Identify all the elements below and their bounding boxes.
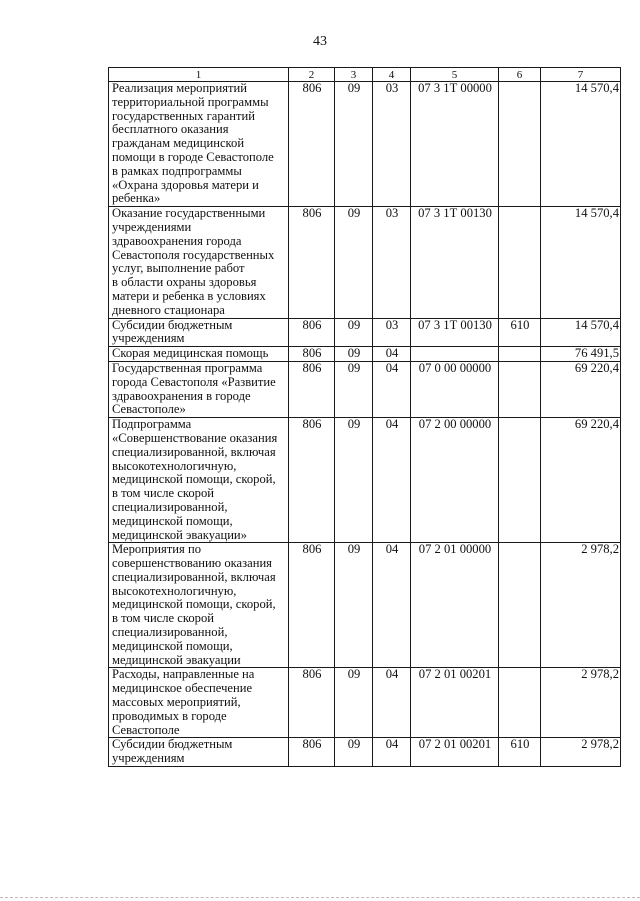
expense-type-cell [499, 361, 541, 417]
row-name-line: «Совершенствование оказания [112, 430, 278, 445]
row-name-cell [109, 207, 289, 318]
ministry-code-cell: 806 [289, 82, 335, 207]
header-col-2: 2 [289, 68, 335, 82]
row-name-line: специализированной, включая [112, 569, 276, 584]
budget-table [108, 67, 621, 767]
row-name-line: гражданам медицинской [112, 136, 245, 151]
table-row [109, 361, 621, 417]
row-name-line: дневного стационара [112, 302, 225, 317]
header-col-5: 5 [411, 68, 499, 82]
target-article-cell: 07 0 00 00000 [411, 361, 499, 417]
row-name-cell [109, 543, 289, 668]
row-name-line: Оказание государственными [112, 206, 266, 221]
target-article-cell: 07 2 01 00000 [411, 543, 499, 668]
subsection-code-cell: 04 [373, 668, 411, 738]
row-name-cell [109, 738, 289, 767]
amount-cell: 69 220,4 [541, 361, 621, 417]
page-bottom-rule [0, 897, 640, 898]
row-name-line: проводимых в городе [112, 708, 227, 723]
ministry-code-cell: 806 [289, 207, 335, 318]
ministry-code-cell: 806 [289, 543, 335, 668]
budget-table-container [108, 67, 620, 767]
ministry-code-cell: 806 [289, 347, 335, 362]
section-code-cell: 09 [335, 418, 373, 543]
subsection-code-cell: 03 [373, 207, 411, 318]
expense-type-cell [499, 207, 541, 318]
row-name-line: Мероприятия по [112, 542, 202, 557]
table-row [109, 543, 621, 668]
amount-cell: 14 570,4 [541, 82, 621, 207]
row-name-line: услуг, выполнение работ [112, 261, 245, 276]
amount-cell: 14 570,4 [541, 318, 621, 347]
row-name-line: Севастополе [112, 722, 180, 737]
row-name-line: медицинской помощи, [112, 638, 233, 653]
row-name-line: Расходы, направленные на [112, 667, 255, 682]
table-body [109, 82, 621, 767]
expense-type-cell [499, 82, 541, 207]
row-name-line: государственных гарантий [112, 108, 255, 123]
row-name-line: специализированной, включая [112, 444, 276, 459]
header-col-4: 4 [373, 68, 411, 82]
amount-cell: 14 570,4 [541, 207, 621, 318]
target-article-cell: 07 2 00 00000 [411, 418, 499, 543]
expense-type-cell [499, 347, 541, 362]
subsection-code-cell: 04 [373, 361, 411, 417]
header-col-3: 3 [335, 68, 373, 82]
row-name-line: Подпрограмма [112, 417, 192, 432]
expense-type-cell [499, 418, 541, 543]
table-row [109, 418, 621, 543]
ministry-code-cell: 806 [289, 318, 335, 347]
row-name-cell [109, 318, 289, 347]
subsection-code-cell: 04 [373, 543, 411, 668]
row-name-line: высокотехнологичную, [112, 583, 237, 598]
table-row [109, 668, 621, 738]
page-number: 43 [313, 34, 327, 49]
section-code-cell: 09 [335, 738, 373, 767]
header-col-6: 6 [499, 68, 541, 82]
subsection-code-cell: 03 [373, 82, 411, 207]
row-name-line: совершенствованию оказания [112, 556, 272, 571]
ministry-code-cell: 806 [289, 668, 335, 738]
row-name-line: учреждениями [112, 219, 192, 234]
row-name-line: города Севастополя «Развитие [112, 374, 276, 389]
section-code-cell: 09 [335, 543, 373, 668]
header-col-1: 1 [109, 68, 289, 82]
row-name-line: Скорая медицинская помощь [112, 346, 269, 361]
expense-type-cell [499, 668, 541, 738]
table-row [109, 738, 621, 767]
row-name-line: медицинской помощи, скорой, [112, 472, 276, 487]
expense-type-cell: 610 [499, 738, 541, 767]
header-col-7: 7 [541, 68, 621, 82]
amount-cell: 2 978,2 [541, 543, 621, 668]
row-name-line: специализированной, [112, 625, 228, 640]
row-name-cell [109, 347, 289, 362]
row-name-line: территориальной программы [112, 94, 269, 109]
row-name-line: матери и ребенка в условиях [112, 288, 266, 303]
header-row [109, 68, 621, 82]
row-name-line: Субсидии бюджетным [112, 318, 233, 332]
row-name-line: медицинское обеспечение [112, 681, 253, 696]
row-name-line: учреждениям [112, 751, 185, 766]
subsection-code-cell: 04 [373, 418, 411, 543]
target-article-cell: 07 3 1Т 00130 [411, 318, 499, 347]
amount-cell: 2 978,2 [541, 738, 621, 767]
row-name-line: учреждениям [112, 331, 185, 346]
row-name-line: медицинской помощи, скорой, [112, 597, 276, 612]
table-row [109, 347, 621, 362]
ministry-code-cell: 806 [289, 418, 335, 543]
target-article-cell: 07 3 1Т 00130 [411, 207, 499, 318]
amount-cell: 76 491,5 [541, 347, 621, 362]
row-name-line: здравоохранения в городе [112, 388, 251, 403]
row-name-line: в том числе скорой [112, 486, 214, 501]
row-name-line: медицинской помощи, [112, 513, 233, 528]
target-article-cell: 07 3 1Т 00000 [411, 82, 499, 207]
table-row [109, 82, 621, 207]
section-code-cell: 09 [335, 207, 373, 318]
target-article-cell [411, 347, 499, 362]
table-row [109, 207, 621, 318]
section-code-cell: 09 [335, 318, 373, 347]
row-name-line: Севастополе» [112, 402, 186, 417]
ministry-code-cell: 806 [289, 361, 335, 417]
subsection-code-cell: 04 [373, 738, 411, 767]
row-name-line: медицинской эвакуации [112, 652, 241, 667]
subsection-code-cell: 04 [373, 347, 411, 362]
row-name-line: в рамках подпрограммы [112, 163, 242, 178]
subsection-code-cell: 03 [373, 318, 411, 347]
table-row [109, 318, 621, 347]
row-name-cell [109, 668, 289, 738]
row-name-line: Севастополя государственных [112, 247, 275, 262]
row-name-line: высокотехнологичную, [112, 458, 237, 473]
row-name-line: ребенка» [112, 191, 161, 206]
row-name-line: медицинской эвакуации» [112, 527, 247, 542]
section-code-cell: 09 [335, 361, 373, 417]
row-name-cell [109, 82, 289, 207]
expense-type-cell [499, 543, 541, 668]
section-code-cell: 09 [335, 82, 373, 207]
row-name-line: в том числе скорой [112, 611, 214, 626]
expense-type-cell: 610 [499, 318, 541, 347]
row-name-line: бесплатного оказания [112, 122, 229, 137]
row-name-line: «Охрана здоровья матери и [112, 177, 259, 192]
section-code-cell: 09 [335, 347, 373, 362]
row-name-line: Субсидии бюджетным [112, 737, 233, 752]
target-article-cell: 07 2 01 00201 [411, 668, 499, 738]
row-name-cell [109, 361, 289, 417]
row-name-line: Реализация мероприятий [112, 81, 247, 95]
row-name-line: специализированной, [112, 499, 228, 514]
amount-cell: 69 220,4 [541, 418, 621, 543]
ministry-code-cell: 806 [289, 738, 335, 767]
row-name-line: Государственная программа [112, 361, 263, 375]
row-name-line: здравоохранения города [112, 233, 242, 248]
row-name-cell [109, 418, 289, 543]
amount-cell: 2 978,2 [541, 668, 621, 738]
row-name-line: помощи в городе Севастополе [112, 149, 274, 164]
section-code-cell: 09 [335, 668, 373, 738]
row-name-line: массовых мероприятий, [112, 695, 241, 710]
row-name-line: в области охраны здоровья [112, 275, 257, 290]
target-article-cell: 07 2 01 00201 [411, 738, 499, 767]
